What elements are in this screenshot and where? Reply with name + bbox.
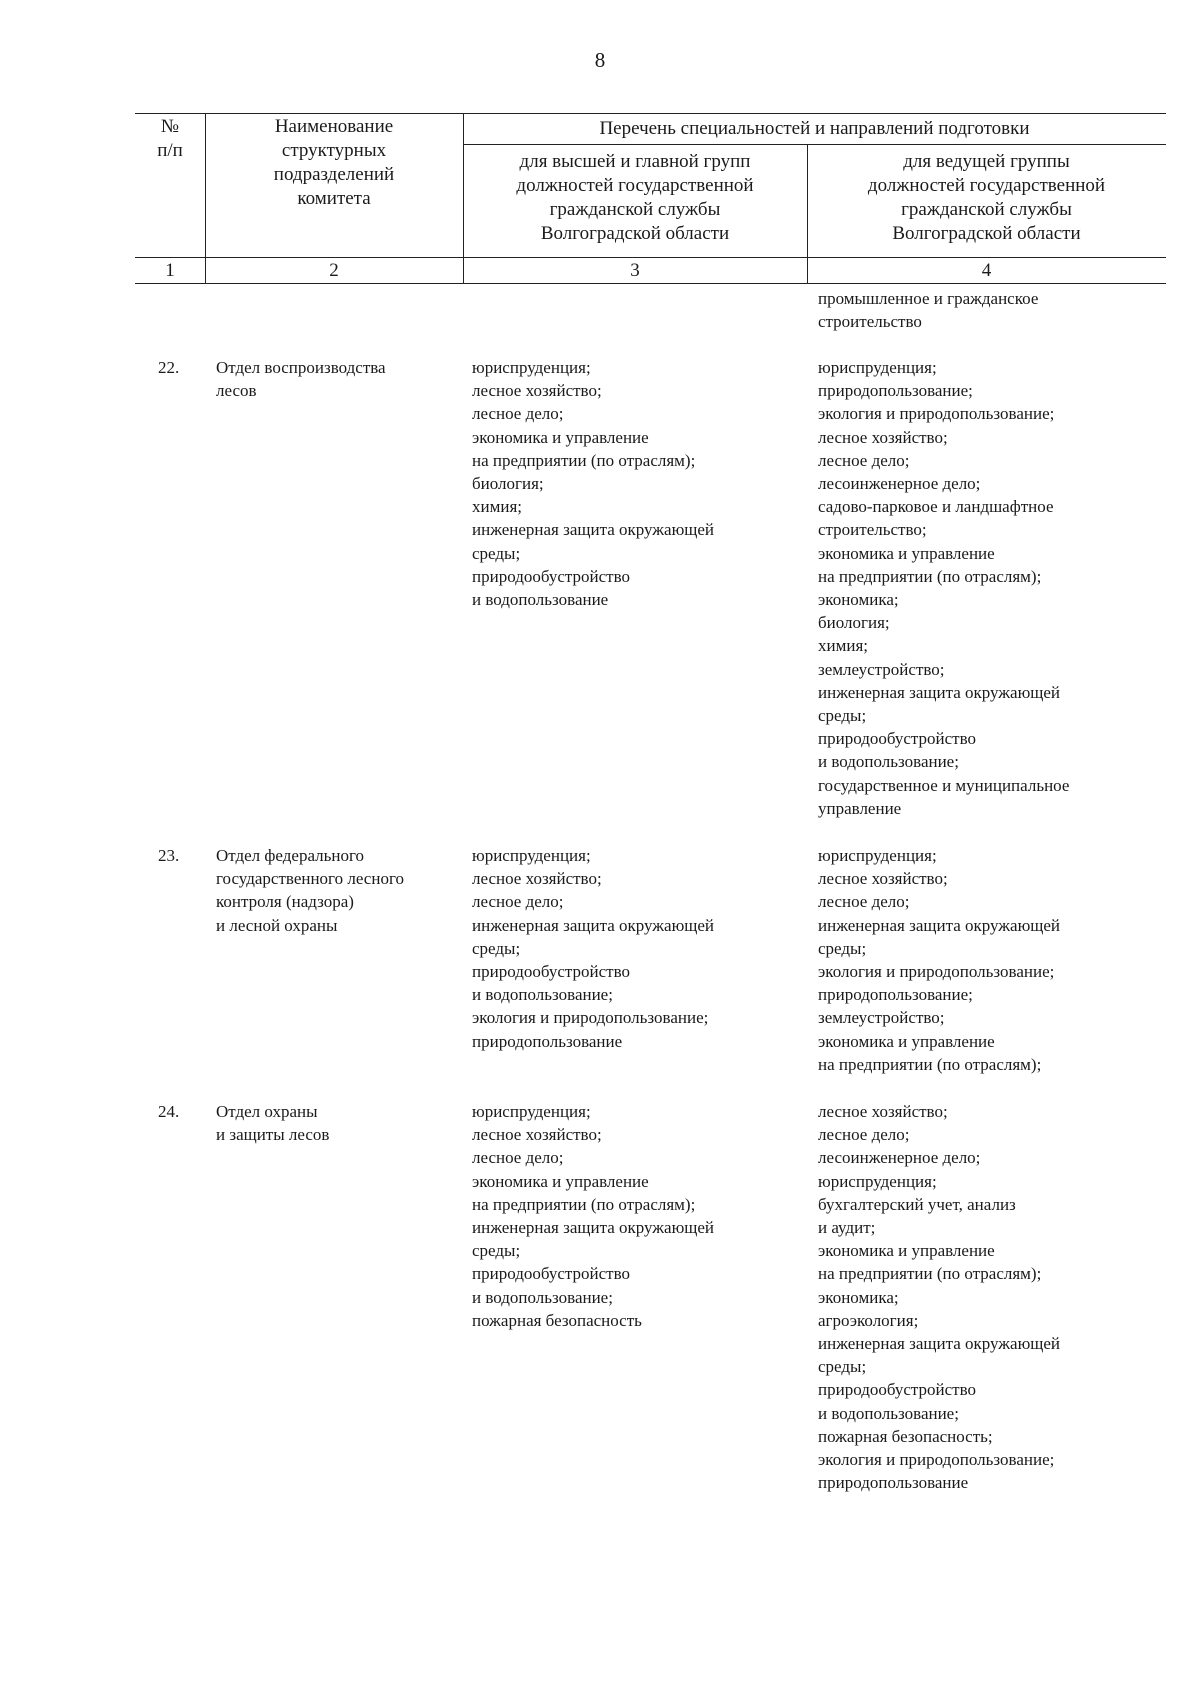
column-index-4: 4 bbox=[981, 260, 992, 281]
row-number: 24. bbox=[158, 1102, 180, 1121]
leading-group-specialties: юриспруденция; лесное хозяйство; лесное дело; инженерная защита окружающей среды; экология и природопользование; природопользование; землеустройство; экономика и управление на предприятии (по отраслям); bbox=[818, 846, 1061, 1074]
header-bottom-border bbox=[135, 257, 1166, 258]
column-index-3: 3 bbox=[630, 260, 640, 281]
header-leading-group-column: для ведущей группы должностей государственной гражданской службы Волгоградской области bbox=[867, 151, 1106, 244]
header-number-column: № п/п bbox=[157, 116, 183, 161]
table-top-border bbox=[135, 113, 1166, 114]
higher-group-specialties: юриспруденция; лесное хозяйство; лесное дело; инженерная защита окружающей среды; природообустройство и водопользование; экология и природопользование; природопользование bbox=[472, 846, 715, 1051]
column-index-1: 1 bbox=[165, 260, 175, 281]
row-number: 23. bbox=[158, 846, 180, 865]
department-name: Отдел федерального государственного лесного контроля (надзора) и лесной охраны bbox=[216, 846, 405, 935]
column-index-2: 2 bbox=[329, 260, 339, 281]
leading-group-specialties: юриспруденция; природопользование; экология и природопользование; лесное хозяйство; лесное дело; лесоинженерное дело; садово-парковое и ландшафтное строительство; экономика и управление на предприятии (по отраслям); экономика; биология; химия; землеустройство; инженерная защита окружающей среды; природообустройство и водопользование; государственное и муниципальное управление bbox=[818, 358, 1070, 818]
department-name: Отдел охраны и защиты лесов bbox=[216, 1102, 330, 1145]
higher-group-specialties: юриспруденция; лесное хозяйство; лесное дело; экономика и управление на предприятии (по отраслям); биология; химия; инженерная защита окружающей среды; природообустройство и водопользование bbox=[472, 358, 715, 610]
continuation-leading-text: промышленное и гражданское строительство bbox=[818, 289, 1039, 332]
index-row-bottom-border bbox=[135, 283, 1166, 284]
higher-group-specialties: юриспруденция; лесное хозяйство; лесное дело; экономика и управление на предприятии (по отраслям); инженерная защита окружающей среды; природообустройство и водопользование; пожарная безопасность bbox=[472, 1102, 715, 1330]
row-number: 22. bbox=[158, 358, 180, 377]
header-specialties-title: Перечень специальностей и направлений подготовки bbox=[599, 118, 1030, 139]
department-name: Отдел воспроизводства лесов bbox=[216, 358, 386, 401]
page-number: 8 bbox=[594, 48, 606, 72]
header-subdivider bbox=[463, 144, 1166, 145]
leading-group-specialties: лесное хозяйство; лесное дело; лесоинженерное дело; юриспруденция; бухгалтерский учет, анализ и аудит; экономика и управление на предприятии (по отраслям); экономика; агроэкология; инженерная защита окружающей среды; природообустройство и водопользование; пожарная безопасность; экология и природопользование; природопользование bbox=[818, 1102, 1061, 1493]
header-name-column: Наименование структурных подразделений комитета bbox=[273, 116, 395, 209]
header-higher-group-column: для высшей и главной групп должностей государственной гражданской службы Волгоградской области bbox=[516, 151, 754, 244]
